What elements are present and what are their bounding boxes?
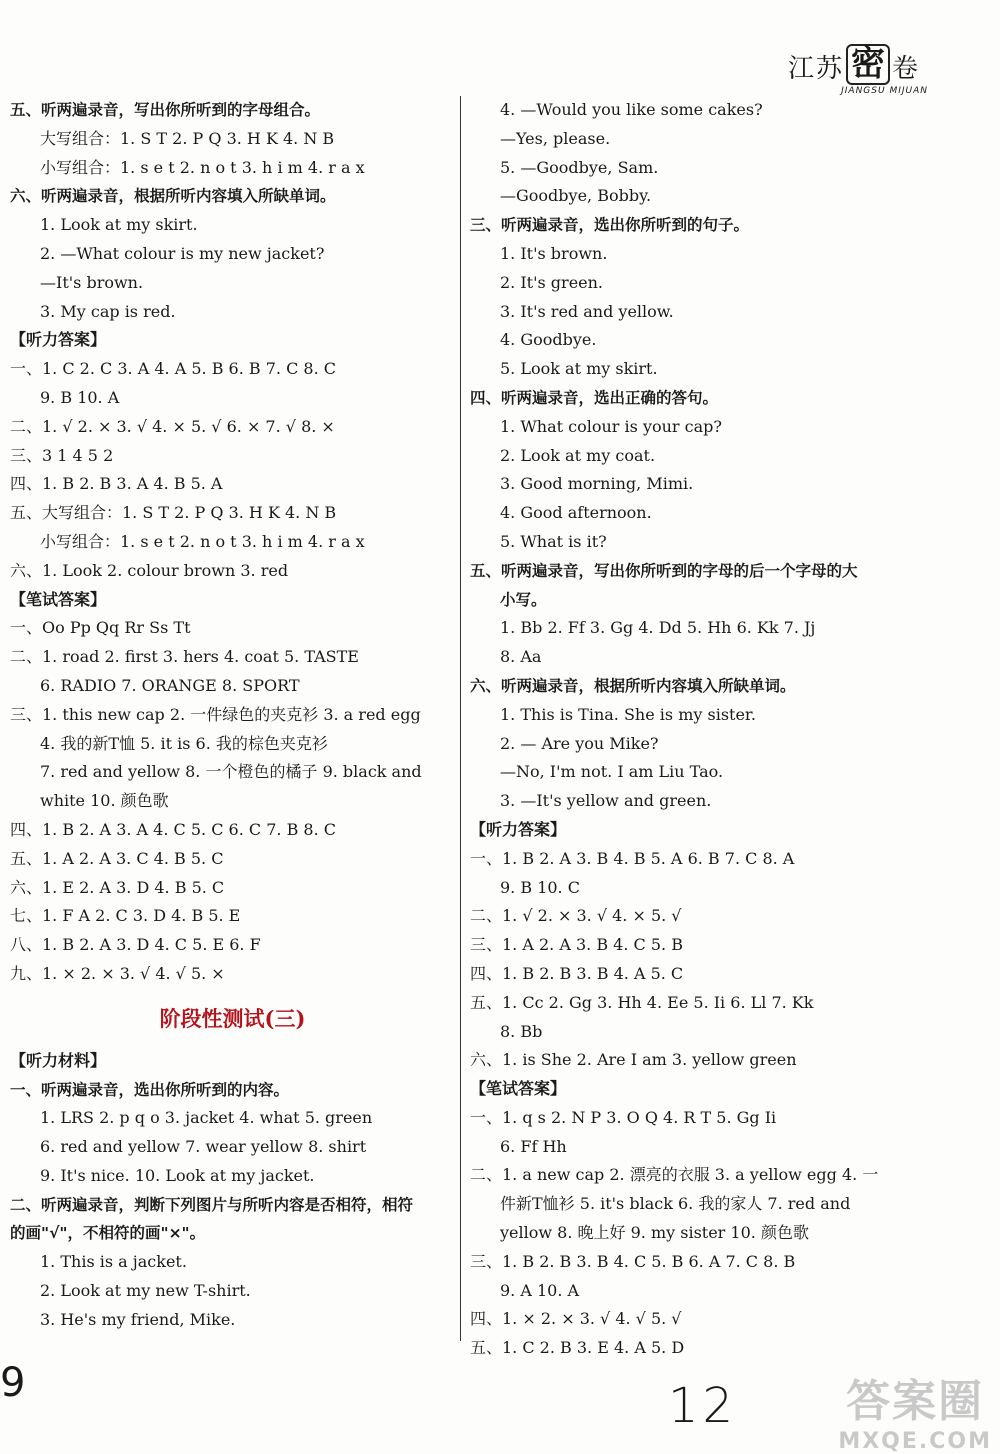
logo-text-mi: 密 bbox=[846, 44, 890, 85]
text-line: 三、听两遍录音，选出你所听到的句子。 bbox=[470, 216, 750, 235]
text-line: 9. A 10. A bbox=[500, 1280, 580, 1300]
logo-text-jiangsu: 江苏 bbox=[787, 54, 844, 85]
text-line: 4. Goodbye. bbox=[500, 330, 597, 350]
text-line: 五、1. A 2. A 3. C 4. B 5. C bbox=[10, 848, 224, 868]
text-line: 【笔试答案】 bbox=[470, 1079, 567, 1099]
text-line: 四、1. B 2. B 3. A 4. B 5. A bbox=[10, 474, 223, 494]
text-line: 二、1. road 2. first 3. hers 4. coat 5. TASTE bbox=[10, 647, 359, 667]
text-line: 一、1. B 2. A 3. B 4. B 5. A 6. B 7. C 8. A bbox=[470, 848, 795, 868]
text-line: 1. LRS 2. p q o 3. jacket 4. what 5. green bbox=[40, 1108, 373, 1128]
text-line: 8. Aa bbox=[500, 647, 542, 667]
text-line: 1. This is Tina. She is my sister. bbox=[500, 704, 756, 724]
logo-text-juan: 卷 bbox=[891, 54, 920, 85]
text-line: 一、听两遍录音，选出你所听到的内容。 bbox=[10, 1080, 290, 1099]
text-line: 3. —It's yellow and green. bbox=[500, 791, 712, 811]
text-line: 【笔试答案】 bbox=[10, 589, 107, 609]
text-line: 小写组合：1. s e t 2. n o t 3. h i m 4. r a x bbox=[40, 531, 365, 551]
text-line: 一、1. q s 2. N P 3. O Q 4. R T 5. Gg Ii bbox=[470, 1107, 777, 1127]
text-line: 9. It's nice. 10. Look at my jacket. bbox=[40, 1165, 315, 1185]
text-line: 5. What is it? bbox=[500, 531, 607, 551]
brand-logo bbox=[787, 44, 928, 96]
text-line: 六、1. E 2. A 3. D 4. B 5. C bbox=[10, 877, 225, 897]
text-line: —Yes, please. bbox=[500, 128, 611, 148]
text-line: 1. Bb 2. Ff 3. Gg 4. Dd 5. Hh 6. Kk 7. Jj bbox=[500, 618, 816, 638]
text-line: 1. Look at my skirt. bbox=[40, 215, 198, 235]
text-line: 四、1. B 2. A 3. A 4. C 5. C 6. C 7. B 8. C bbox=[10, 819, 337, 839]
text-line: 三、1. B 2. B 3. B 4. C 5. B 6. A 7. C 8. B bbox=[470, 1251, 796, 1271]
text-line: white 10. 颜色歌 bbox=[40, 791, 169, 811]
text-line: 一、1. C 2. C 3. A 4. A 5. B 6. B 7. C 8. C bbox=[10, 359, 337, 379]
text-line: 9. B 10. C bbox=[500, 877, 580, 897]
text-line: 六、1. Look 2. colour brown 3. red bbox=[10, 560, 289, 580]
text-line: 3. My cap is red. bbox=[40, 301, 176, 321]
text-line: 二、听两遍录音，判断下列图片与所听内容是否相符，相符 bbox=[10, 1195, 414, 1214]
text-line: 6. RADIO 7. ORANGE 8. SPORT bbox=[40, 675, 300, 695]
page-number: 9 bbox=[0, 1360, 26, 1406]
text-line: 二、1. √ 2. × 3. √ 4. × 5. √ bbox=[470, 906, 682, 926]
left-material-block bbox=[10, 1047, 455, 1335]
text-line: 五、1. C 2. B 3. E 4. A 5. D bbox=[470, 1338, 685, 1358]
text-line: 2. —What colour is my new jacket? bbox=[40, 243, 325, 263]
text-line: 3. Good morning, Mimi. bbox=[500, 474, 694, 494]
watermark-url: MXQE.COM bbox=[838, 1429, 992, 1454]
text-line: 6. Ff Hh bbox=[500, 1136, 567, 1156]
text-line: 4. 我的新T恤 5. it is 6. 我的棕色夹克衫 bbox=[40, 733, 328, 753]
text-line: 【听力答案】 bbox=[10, 330, 107, 350]
text-line: —Goodbye, Bobby. bbox=[500, 186, 652, 206]
text-line: 3. It's red and yellow. bbox=[500, 301, 674, 321]
text-line: 五、大写组合：1. S T 2. P Q 3. H K 4. N B bbox=[10, 503, 337, 523]
text-line: 二、1. a new cap 2. 漂亮的衣服 3. a yellow egg 4. 一 bbox=[470, 1165, 879, 1185]
text-line: 2. Look at my new T-shirt. bbox=[40, 1281, 251, 1301]
text-line: 六、听两遍录音，根据所听内容填入所缺单词。 bbox=[10, 187, 336, 206]
text-line: 4. —Would you like some cakes? bbox=[500, 100, 763, 119]
text-line: 1. It's brown. bbox=[500, 243, 608, 263]
text-line: 5. —Goodbye, Sam. bbox=[500, 157, 659, 177]
text-line: 2. — Are you Mike? bbox=[500, 733, 659, 753]
text-line: 件新T恤衫 5. it's black 6. 我的家人 7. red and bbox=[500, 1194, 851, 1214]
column-divider bbox=[460, 96, 461, 1341]
text-line: 【听力材料】 bbox=[10, 1050, 107, 1070]
text-line: 小写组合：1. s e t 2. n o t 3. h i m 4. r a x bbox=[40, 157, 365, 177]
text-line: 六、听两遍录音，根据所听内容填入所缺单词。 bbox=[470, 676, 796, 695]
text-line: 一、Oo Pp Qq Rr Ss Tt bbox=[10, 618, 191, 638]
text-line: 6. red and yellow 7. wear yellow 8. shirt bbox=[40, 1137, 367, 1157]
handwritten-note: 12 bbox=[668, 1378, 738, 1434]
logo-subtitle: JIANGSU MIJUAN bbox=[841, 86, 928, 96]
text-line: 2. Look at my coat. bbox=[500, 445, 656, 465]
text-line: 9. B 10. A bbox=[40, 387, 120, 407]
text-line: 4. Good afternoon. bbox=[500, 503, 652, 523]
text-line: 8. Bb bbox=[500, 1021, 543, 1041]
right-answers-block bbox=[470, 96, 990, 1363]
text-line: 二、1. √ 2. × 3. √ 4. × 5. √ 6. × 7. √ 8. × bbox=[10, 416, 335, 436]
text-line: 三、1. this new cap 2. 一件绿色的夹克衫 3. a red egg bbox=[10, 704, 421, 724]
text-line: 的画"√"，不相符的画"×"。 bbox=[10, 1224, 206, 1243]
text-line: yellow 8. 晚上好 9. my sister 10. 颜色歌 bbox=[500, 1223, 809, 1243]
text-line: 1. This is a jacket. bbox=[40, 1252, 187, 1272]
text-line: 小写。 bbox=[500, 590, 547, 609]
text-line: —No, I'm not. I am Liu Tao. bbox=[500, 762, 724, 782]
right-column bbox=[470, 96, 990, 1363]
text-line: 四、1. × 2. × 3. √ 4. √ 5. √ bbox=[470, 1309, 682, 1329]
text-line: 五、听两遍录音，写出你所听到的字母组合。 bbox=[10, 101, 321, 119]
text-line: 五、1. Cc 2. Gg 3. Hh 4. Ee 5. Ii 6. Ll 7. Kk bbox=[470, 992, 814, 1012]
text-line: 五、听两遍录音，写出你所听到的字母的后一个字母的大 bbox=[470, 561, 858, 580]
section-title: 阶段性测试(三) bbox=[159, 1005, 306, 1031]
text-line: 六、1. is She 2. Are I am 3. yellow green bbox=[470, 1050, 797, 1070]
text-line: 大写组合：1. S T 2. P Q 3. H K 4. N B bbox=[40, 128, 335, 148]
text-line: 5. Look at my skirt. bbox=[500, 359, 658, 379]
text-line: 三、1. A 2. A 3. B 4. C 5. B bbox=[470, 935, 683, 955]
text-line: 七、1. F A 2. C 3. D 4. B 5. E bbox=[10, 906, 241, 926]
text-line: 7. red and yellow 8. 一个橙色的橘子 9. black and bbox=[40, 762, 422, 782]
text-line: 三、3 1 4 5 2 bbox=[10, 445, 114, 465]
text-line: 1. What colour is your cap? bbox=[500, 416, 722, 436]
text-line: 四、1. B 2. B 3. B 4. A 5. C bbox=[470, 963, 684, 983]
watermark-logo: 答案圈 bbox=[846, 1376, 985, 1427]
text-line: 【听力答案】 bbox=[470, 819, 567, 839]
text-line: 八、1. B 2. A 3. D 4. C 5. E 6. F bbox=[10, 935, 261, 955]
watermark bbox=[838, 1365, 992, 1454]
text-line: —It's brown. bbox=[40, 272, 144, 292]
text-line: 2. It's green. bbox=[500, 272, 604, 292]
text-line: 九、1. × 2. × 3. √ 4. √ 5. × bbox=[10, 963, 225, 983]
left-answers-block bbox=[10, 96, 455, 989]
text-line: 3. He's my friend, Mike. bbox=[40, 1309, 236, 1329]
left-column bbox=[10, 96, 455, 1335]
text-line: 四、听两遍录音，选出正确的答句。 bbox=[470, 388, 719, 407]
